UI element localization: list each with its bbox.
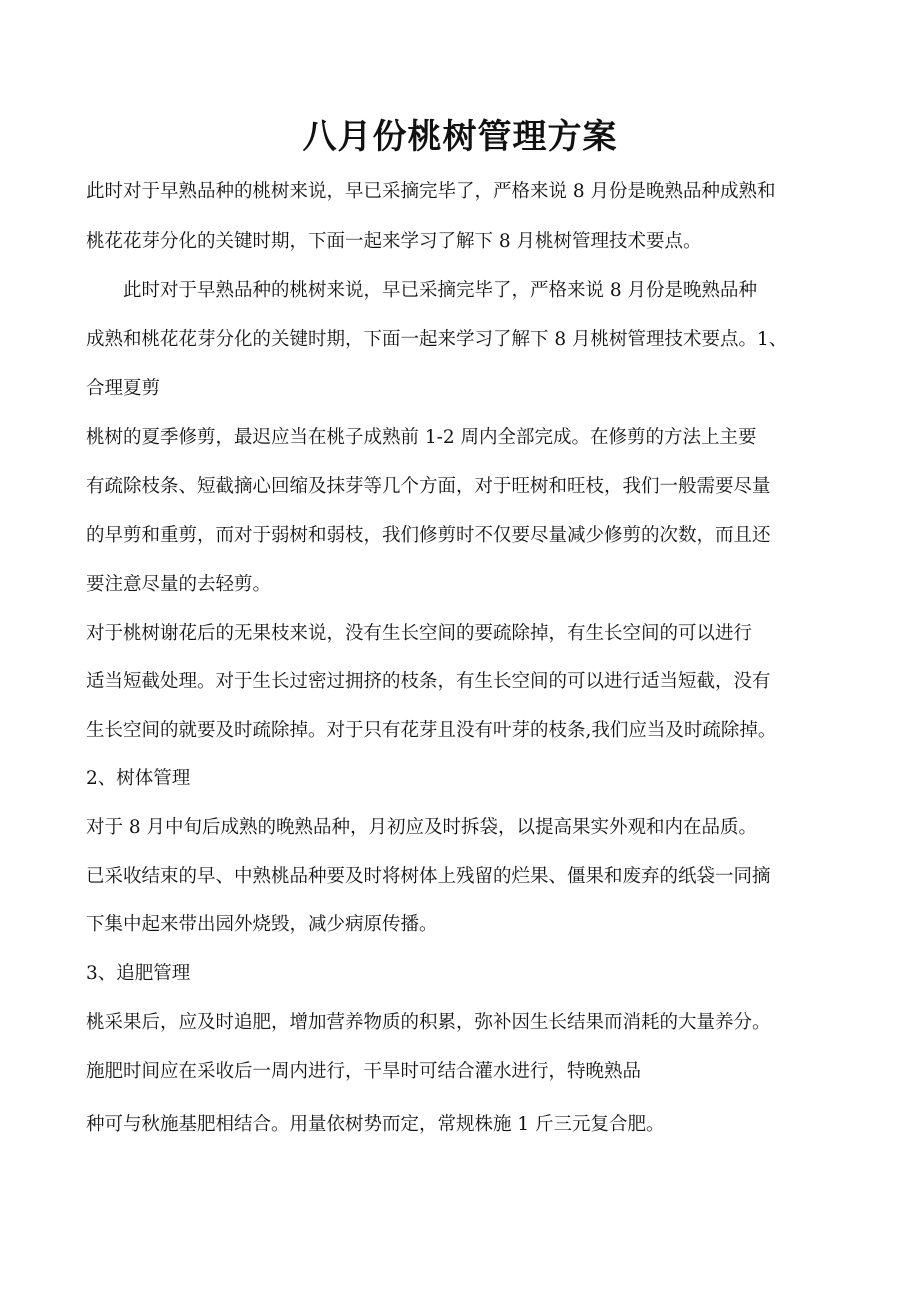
paragraph-line: 此时对于早熟品种的桃树来说，早已采摘完毕了，严格来说 8 月份是晚熟品种成熟和: [86, 181, 776, 202]
paragraph-line: 下集中起来带出园外烧毁，减少病原传播。: [86, 914, 438, 935]
section-heading: 2、树体管理: [86, 768, 191, 789]
paragraph-line: 有疏除枝条、短截摘心回缩及抹芽等几个方面，对于旺树和旺枝，我们一般需要尽量: [86, 476, 771, 497]
paragraph-line: 已采收结束的早、中熟桃品种要及时将树体上残留的烂果、僵果和废弃的纸袋一同摘: [86, 866, 771, 887]
paragraph-line: 对于 8 月中旬后成熟的晚熟品种，月初应及时拆袋，以提高果实外观和内在品质。: [86, 817, 758, 838]
paragraph-line: 要注意尽量的去轻剪。: [86, 574, 272, 595]
document-title: 八月份桃树管理方案: [302, 117, 618, 157]
paragraph-line: 桃花花芽分化的关键时期，下面一起来学习了解下 8 月桃树管理技术要点。: [86, 231, 702, 252]
section-heading: 合理夏剪: [86, 378, 161, 399]
paragraph-line: 的早剪和重剪，而对于弱树和弱枝，我们修剪时不仅要尽量减少修剪的次数，而且还: [86, 525, 771, 546]
paragraph-line: 桃采果后，应及时追肥，增加营养物质的积累，弥补因生长结果而消耗的大量养分。: [86, 1012, 771, 1033]
paragraph-line: 生长空间的就要及时疏除掉。对于只有花芽且没有叶芽的枝条,我们应当及时疏除掉。: [86, 720, 777, 741]
paragraph-line: 施肥时间应在采收后一周内进行，干旱时可结合灌水进行，特晚熟品: [86, 1061, 642, 1082]
paragraph-line: 此时对于早熟品种的桃树来说，早已采摘完毕了，严格来说 8 月份是晚熟品种: [86, 280, 758, 301]
paragraph-line: 成熟和桃花花芽分化的关键时期，下面一起来学习了解下 8 月桃树管理技术要点。1、: [86, 329, 788, 350]
section-heading: 3、追肥管理: [86, 963, 191, 984]
paragraph-line: 桃树的夏季修剪，最迟应当在桃子成熟前 1-2 周内全部完成。在修剪的方法上主要: [86, 427, 757, 448]
paragraph-line: 对于桃树谢花后的无果枝来说，没有生长空间的要疏除掉，有生长空间的可以进行: [86, 623, 753, 644]
paragraph-line: 适当短截处理。对于生长过密过拥挤的枝条，有生长空间的可以进行适当短截，没有: [86, 671, 771, 692]
paragraph-line: 种可与秋施基肥相结合。用量依树势而定，常规株施 1 斤三元复合肥。: [86, 1114, 665, 1135]
